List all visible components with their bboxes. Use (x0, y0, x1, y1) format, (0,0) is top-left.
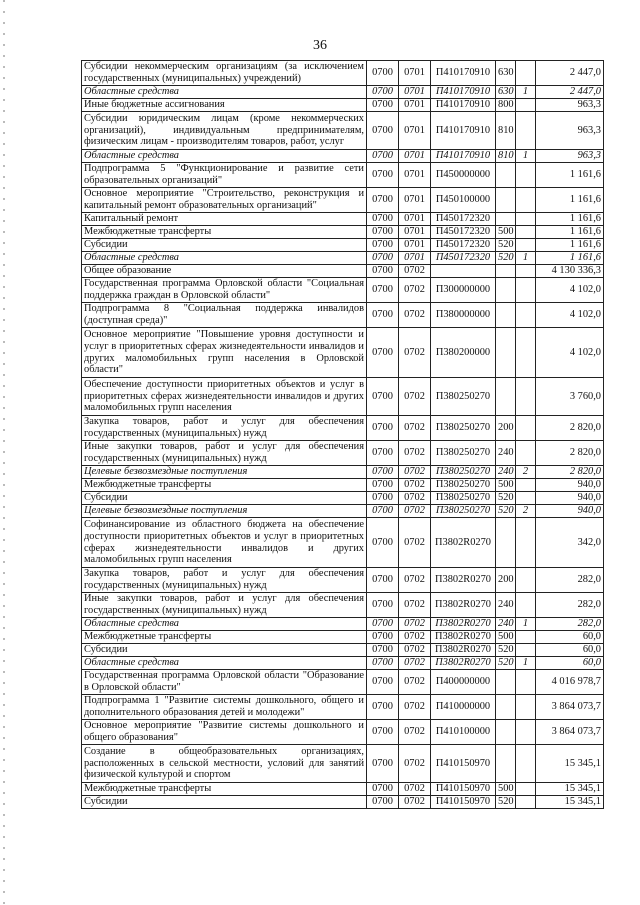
table-row (82, 213, 604, 226)
expense-type-code: 500 (496, 226, 516, 239)
row-name: Обеспечение доступности приоритетных объектов и услуг в приоритетных сферах жизнедеятельности инвалидов и других маломобильных групп населения (82, 378, 367, 416)
target-article-code: П450100000 (431, 188, 496, 213)
section-code: 0700 (367, 720, 399, 745)
amount: 282,0 (536, 593, 604, 618)
section-code: 0700 (367, 505, 399, 518)
amount: 940,0 (536, 492, 604, 505)
amount: 1 161,6 (536, 226, 604, 239)
expense-type-code (496, 303, 516, 328)
amount: 60,0 (536, 631, 604, 644)
section-code: 0700 (367, 631, 399, 644)
section-code: 0700 (367, 378, 399, 416)
subsection-code: 0702 (399, 644, 431, 657)
row-name: Основное мероприятие "Строительство, реконструкция и капитальный ремонт образовательных организаций" (82, 188, 367, 213)
section-code: 0700 (367, 99, 399, 112)
target-article-code: П410170910 (431, 150, 496, 163)
amount: 4 102,0 (536, 328, 604, 378)
expense-type-code (496, 378, 516, 416)
amount: 342,0 (536, 518, 604, 568)
section-code: 0700 (367, 796, 399, 809)
table-row (82, 239, 604, 252)
row-name: Областные средства (82, 657, 367, 670)
expense-type-code: 520 (496, 644, 516, 657)
funding-source-code (516, 593, 536, 618)
row-name: Основное мероприятие "Развитие системы дошкольного и общего образования" (82, 720, 367, 745)
target-article-code: П410100000 (431, 720, 496, 745)
binding-margin-marks (3, 0, 5, 905)
section-code: 0700 (367, 328, 399, 378)
row-name: Целевые безвозмездные поступления (82, 505, 367, 518)
subsection-code: 0701 (399, 213, 431, 226)
expense-type-code: 630 (496, 61, 516, 86)
row-name: Субсидии (82, 492, 367, 505)
funding-source-code (516, 518, 536, 568)
table-row (82, 518, 604, 568)
funding-source-code: 1 (516, 657, 536, 670)
row-name: Областные средства (82, 150, 367, 163)
table-row (82, 303, 604, 328)
amount: 940,0 (536, 479, 604, 492)
section-code: 0700 (367, 416, 399, 441)
target-article-code: П450172320 (431, 226, 496, 239)
subsection-code: 0702 (399, 695, 431, 720)
section-code: 0700 (367, 618, 399, 631)
amount: 4 102,0 (536, 278, 604, 303)
amount: 1 161,6 (536, 163, 604, 188)
subsection-code: 0702 (399, 568, 431, 593)
row-name: Целевые безвозмездные поступления (82, 466, 367, 479)
row-name: Подпрограмма 8 "Социальная поддержка инвалидов (доступная среда)" (82, 303, 367, 328)
table-row (82, 86, 604, 99)
row-name: Основное мероприятие "Повышение уровня доступности и услуг в приоритетных сферах жизнедеятельности инвалидов и других маломобильных групп населения в Орловской области" (82, 328, 367, 378)
expense-type-code (496, 188, 516, 213)
section-code: 0700 (367, 86, 399, 99)
subsection-code: 0701 (399, 252, 431, 265)
funding-source-code (516, 670, 536, 695)
subsection-code: 0702 (399, 303, 431, 328)
row-name: Областные средства (82, 252, 367, 265)
funding-source-code (516, 99, 536, 112)
section-code: 0700 (367, 670, 399, 695)
funding-source-code (516, 695, 536, 720)
subsection-code: 0702 (399, 416, 431, 441)
target-article-code: П410150970 (431, 745, 496, 783)
target-article-code: П410170910 (431, 99, 496, 112)
row-name: Субсидии (82, 644, 367, 657)
subsection-code: 0701 (399, 239, 431, 252)
section-code: 0700 (367, 163, 399, 188)
subsection-code: 0701 (399, 226, 431, 239)
target-article-code: П380250270 (431, 505, 496, 518)
row-name: Межбюджетные трансферты (82, 783, 367, 796)
funding-source-code (516, 631, 536, 644)
amount: 2 447,0 (536, 86, 604, 99)
subsection-code: 0701 (399, 99, 431, 112)
target-article-code: П3802R0270 (431, 618, 496, 631)
section-code: 0700 (367, 150, 399, 163)
table-row (82, 644, 604, 657)
section-code: 0700 (367, 492, 399, 505)
expense-type-code: 200 (496, 568, 516, 593)
subsection-code: 0702 (399, 492, 431, 505)
budget-table (81, 60, 604, 809)
target-article-code: П400000000 (431, 670, 496, 695)
table-row (82, 796, 604, 809)
table-row (82, 618, 604, 631)
section-code: 0700 (367, 213, 399, 226)
table-row (82, 745, 604, 783)
table-row (82, 61, 604, 86)
subsection-code: 0702 (399, 518, 431, 568)
subsection-code: 0702 (399, 328, 431, 378)
row-name: Областные средства (82, 86, 367, 99)
expense-type-code: 520 (496, 239, 516, 252)
section-code: 0700 (367, 441, 399, 466)
target-article-code: П450172320 (431, 213, 496, 226)
table-row (82, 505, 604, 518)
section-code: 0700 (367, 568, 399, 593)
section-code: 0700 (367, 783, 399, 796)
subsection-code: 0702 (399, 670, 431, 695)
amount: 2 820,0 (536, 416, 604, 441)
row-name: Межбюджетные трансферты (82, 226, 367, 239)
amount: 282,0 (536, 568, 604, 593)
table-row (82, 265, 604, 278)
funding-source-code: 1 (516, 252, 536, 265)
funding-source-code: 2 (516, 466, 536, 479)
target-article-code: П380000000 (431, 303, 496, 328)
subsection-code: 0702 (399, 618, 431, 631)
target-article-code (431, 265, 496, 278)
subsection-code: 0701 (399, 86, 431, 99)
amount: 2 820,0 (536, 441, 604, 466)
expense-type-code: 520 (496, 252, 516, 265)
table-row (82, 226, 604, 239)
expense-type-code: 520 (496, 492, 516, 505)
section-code: 0700 (367, 278, 399, 303)
funding-source-code (516, 112, 536, 150)
subsection-code: 0701 (399, 163, 431, 188)
funding-source-code (516, 188, 536, 213)
row-name: Капитальный ремонт (82, 213, 367, 226)
subsection-code: 0702 (399, 745, 431, 783)
section-code: 0700 (367, 252, 399, 265)
funding-source-code (516, 61, 536, 86)
section-code: 0700 (367, 61, 399, 86)
table-row (82, 631, 604, 644)
funding-source-code (516, 720, 536, 745)
row-name: Субсидии некоммерческим организациям (за исключением государственных (муниципальных) учреждений) (82, 61, 367, 86)
amount: 1 161,6 (536, 213, 604, 226)
row-name: Межбюджетные трансферты (82, 479, 367, 492)
funding-source-code (516, 479, 536, 492)
target-article-code: П410170910 (431, 112, 496, 150)
row-name: Субсидии (82, 796, 367, 809)
funding-source-code (516, 328, 536, 378)
funding-source-code (516, 278, 536, 303)
target-article-code: П450000000 (431, 163, 496, 188)
expense-type-code: 200 (496, 416, 516, 441)
amount: 3 864 073,7 (536, 695, 604, 720)
target-article-code: П450172320 (431, 252, 496, 265)
funding-source-code (516, 303, 536, 328)
row-name: Общее образование (82, 265, 367, 278)
expense-type-code: 240 (496, 618, 516, 631)
table-row (82, 252, 604, 265)
subsection-code: 0702 (399, 796, 431, 809)
row-name: Межбюджетные трансферты (82, 631, 367, 644)
section-code: 0700 (367, 188, 399, 213)
table-row (82, 163, 604, 188)
target-article-code: П380250270 (431, 466, 496, 479)
subsection-code: 0701 (399, 150, 431, 163)
funding-source-code (516, 492, 536, 505)
funding-source-code (516, 568, 536, 593)
expense-type-code: 520 (496, 657, 516, 670)
section-code: 0700 (367, 518, 399, 568)
amount: 15 345,1 (536, 745, 604, 783)
funding-source-code (516, 783, 536, 796)
target-article-code: П380250270 (431, 378, 496, 416)
table-row (82, 416, 604, 441)
row-name: Государственная программа Орловской области "Образование в Орловской области" (82, 670, 367, 695)
section-code: 0700 (367, 466, 399, 479)
expense-type-code (496, 213, 516, 226)
table-row (82, 328, 604, 378)
expense-type-code: 810 (496, 150, 516, 163)
amount: 4 102,0 (536, 303, 604, 328)
expense-type-code (496, 720, 516, 745)
section-code: 0700 (367, 657, 399, 670)
funding-source-code (516, 213, 536, 226)
target-article-code: П450172320 (431, 239, 496, 252)
table-row (82, 783, 604, 796)
expense-type-code: 520 (496, 505, 516, 518)
row-name: Областные средства (82, 618, 367, 631)
subsection-code: 0702 (399, 378, 431, 416)
table-row (82, 99, 604, 112)
amount: 282,0 (536, 618, 604, 631)
subsection-code: 0702 (399, 631, 431, 644)
table-row (82, 657, 604, 670)
row-name: Иные закупки товаров, работ и услуг для обеспечения государственных (муниципальных) нужд (82, 441, 367, 466)
table-row (82, 188, 604, 213)
section-code: 0700 (367, 644, 399, 657)
section-code: 0700 (367, 479, 399, 492)
row-name: Иные закупки товаров, работ и услуг для обеспечения государственных (муниципальных) нужд (82, 593, 367, 618)
table-row (82, 492, 604, 505)
target-article-code: П3802R0270 (431, 657, 496, 670)
table-row (82, 720, 604, 745)
target-article-code: П410170910 (431, 86, 496, 99)
section-code: 0700 (367, 239, 399, 252)
funding-source-code (516, 265, 536, 278)
target-article-code: П3802R0270 (431, 593, 496, 618)
expense-type-code (496, 278, 516, 303)
funding-source-code (516, 163, 536, 188)
target-article-code: П3802R0270 (431, 644, 496, 657)
expense-type-code (496, 745, 516, 783)
amount: 1 161,6 (536, 252, 604, 265)
amount: 15 345,1 (536, 783, 604, 796)
table-row (82, 441, 604, 466)
target-article-code: П410000000 (431, 695, 496, 720)
target-article-code: П410150970 (431, 783, 496, 796)
funding-source-code: 1 (516, 86, 536, 99)
target-article-code: П380250270 (431, 479, 496, 492)
section-code: 0700 (367, 745, 399, 783)
section-code: 0700 (367, 593, 399, 618)
subsection-code: 0701 (399, 188, 431, 213)
table-row (82, 378, 604, 416)
amount: 3 760,0 (536, 378, 604, 416)
amount: 60,0 (536, 644, 604, 657)
amount: 963,3 (536, 99, 604, 112)
subsection-code: 0702 (399, 783, 431, 796)
subsection-code: 0702 (399, 278, 431, 303)
table-row (82, 593, 604, 618)
table-row (82, 670, 604, 695)
target-article-code: П380250270 (431, 441, 496, 466)
expense-type-code: 810 (496, 112, 516, 150)
target-article-code: П3802R0270 (431, 568, 496, 593)
funding-source-code (516, 239, 536, 252)
expense-type-code: 500 (496, 631, 516, 644)
target-article-code: П380250270 (431, 492, 496, 505)
table-row (82, 278, 604, 303)
target-article-code: П300000000 (431, 278, 496, 303)
subsection-code: 0701 (399, 61, 431, 86)
funding-source-code (516, 796, 536, 809)
amount: 2 820,0 (536, 466, 604, 479)
expense-type-code (496, 328, 516, 378)
subsection-code: 0702 (399, 441, 431, 466)
amount: 963,3 (536, 112, 604, 150)
funding-source-code (516, 745, 536, 783)
funding-source-code: 2 (516, 505, 536, 518)
row-name: Субсидии юридическим лицам (кроме некоммерческих организаций), индивидуальным предпринимателям, физическим лицам - производителям товаров, работ, услуг (82, 112, 367, 150)
target-article-code: П380250270 (431, 416, 496, 441)
funding-source-code (516, 644, 536, 657)
section-code: 0700 (367, 112, 399, 150)
amount: 1 161,6 (536, 239, 604, 252)
funding-source-code (516, 378, 536, 416)
expense-type-code: 240 (496, 466, 516, 479)
expense-type-code: 240 (496, 441, 516, 466)
expense-type-code: 520 (496, 796, 516, 809)
expense-type-code (496, 265, 516, 278)
amount: 4 130 336,3 (536, 265, 604, 278)
funding-source-code (516, 226, 536, 239)
funding-source-code: 1 (516, 618, 536, 631)
subsection-code: 0702 (399, 466, 431, 479)
subsection-code: 0702 (399, 657, 431, 670)
expense-type-code: 630 (496, 86, 516, 99)
table-row (82, 466, 604, 479)
row-name: Иные бюджетные ассигнования (82, 99, 367, 112)
subsection-code: 0702 (399, 265, 431, 278)
row-name: Подпрограмма 5 "Функционирование и развитие сети образовательных организаций" (82, 163, 367, 188)
subsection-code: 0702 (399, 479, 431, 492)
row-name: Подпрограмма 1 "Развитие системы дошкольного, общего и дополнительного образования детей и молодежи" (82, 695, 367, 720)
funding-source-code: 1 (516, 150, 536, 163)
table-row (82, 112, 604, 150)
expense-type-code (496, 695, 516, 720)
target-article-code: П410150970 (431, 796, 496, 809)
row-name: Софинансирование из областного бюджета на обеспечение доступности приоритетных объектов и услуг в приоритетных сферах жизнедеятельности инвалидов и других маломобильных групп населения (82, 518, 367, 568)
funding-source-code (516, 416, 536, 441)
expense-type-code: 500 (496, 479, 516, 492)
amount: 3 864 073,7 (536, 720, 604, 745)
target-article-code: П3802R0270 (431, 518, 496, 568)
row-name: Создание в общеобразовательных организациях, расположенных в сельской местности, условий для занятий физической культурой и спортом (82, 745, 367, 783)
expense-type-code: 800 (496, 99, 516, 112)
row-name: Закупка товаров, работ и услуг для обеспечения государственных (муниципальных) нужд (82, 416, 367, 441)
amount: 963,3 (536, 150, 604, 163)
page-number: 36 (313, 38, 327, 53)
section-code: 0700 (367, 695, 399, 720)
row-name: Государственная программа Орловской области "Социальная поддержка граждан в Орловской области" (82, 278, 367, 303)
amount: 15 345,1 (536, 796, 604, 809)
expense-type-code (496, 163, 516, 188)
amount: 4 016 978,7 (536, 670, 604, 695)
row-name: Субсидии (82, 239, 367, 252)
expense-type-code: 500 (496, 783, 516, 796)
expense-type-code: 240 (496, 593, 516, 618)
table-row (82, 695, 604, 720)
subsection-code: 0702 (399, 505, 431, 518)
amount: 60,0 (536, 657, 604, 670)
amount: 940,0 (536, 505, 604, 518)
expense-type-code (496, 670, 516, 695)
subsection-code: 0702 (399, 593, 431, 618)
target-article-code: П410170910 (431, 61, 496, 86)
table-row (82, 479, 604, 492)
target-article-code: П3802R0270 (431, 631, 496, 644)
expense-type-code (496, 518, 516, 568)
funding-source-code (516, 441, 536, 466)
table-row (82, 150, 604, 163)
amount: 2 447,0 (536, 61, 604, 86)
subsection-code: 0701 (399, 112, 431, 150)
row-name: Закупка товаров, работ и услуг для обеспечения государственных (муниципальных) нужд (82, 568, 367, 593)
subsection-code: 0702 (399, 720, 431, 745)
table-row (82, 568, 604, 593)
section-code: 0700 (367, 303, 399, 328)
section-code: 0700 (367, 226, 399, 239)
target-article-code: П380200000 (431, 328, 496, 378)
amount: 1 161,6 (536, 188, 604, 213)
section-code: 0700 (367, 265, 399, 278)
